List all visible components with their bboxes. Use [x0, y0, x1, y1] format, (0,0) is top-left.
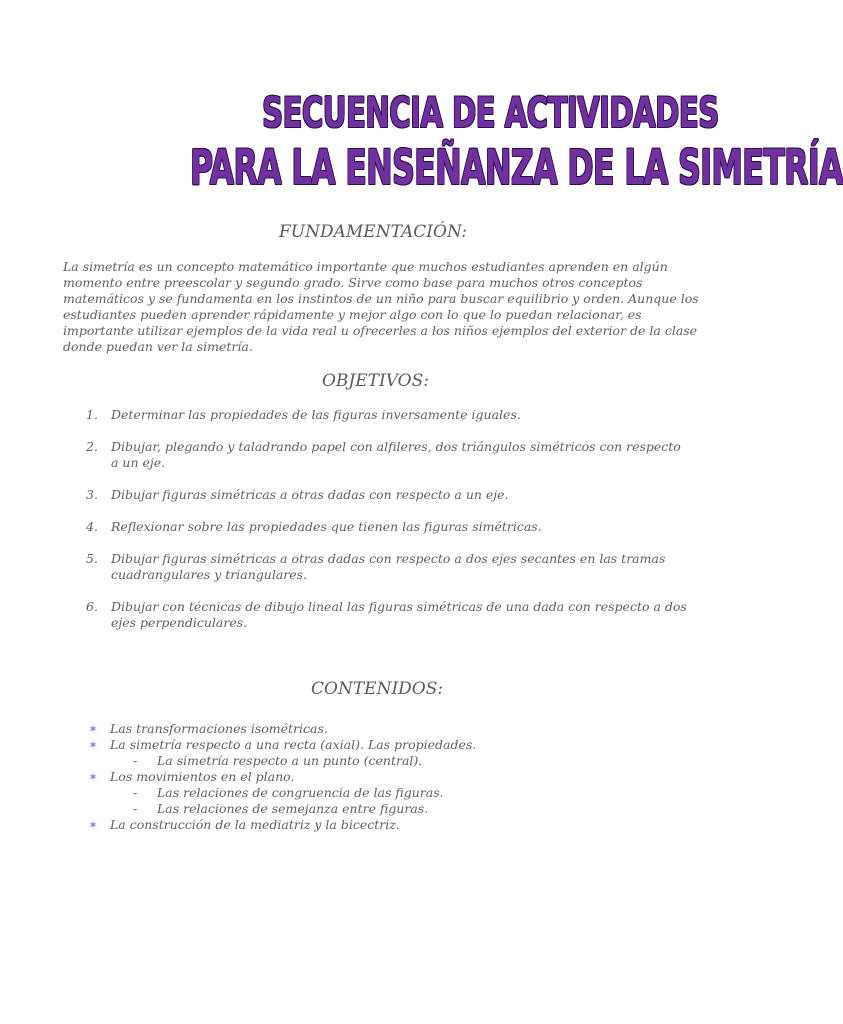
contenido-item: [0, 817, 768, 833]
objetivo-item: [0, 519, 691, 535]
fundamentacion-paragraph: La simetría es un concepto matemático importante que muchos estudiantes aprenden en algún momento entre preescolar y segundo grado. Sirve como base para muchos otros conceptos matemáticos y se fundamenta en los instintos de un niño para buscar equilibrio y orden. Aunque los estudiantes pueden aprender rápidamente y mejor algo con lo que lo puedan relacionar, es importante utilizar ejemplos de la vida real u ofrecerles a los niños ejemplos del exterior de la clase donde puedan ver la simetría.: [63, 259, 699, 354]
objetivo-number: 3.: [86, 487, 98, 502]
dash-bullet-icon: -: [133, 785, 138, 800]
dash-bullet-icon: -: [133, 801, 138, 816]
contenido-item: [0, 769, 768, 785]
objetivo-number: 1.: [86, 407, 98, 422]
objetivo-text: Dibujar con técnicas de dibujo lineal las figuras simétricas de una dada con respecto a dos ejes perpendiculares.: [111, 599, 687, 630]
objetivo-item: [0, 407, 691, 423]
contenido-text: La construcción de la mediatriz y la bicectriz.: [110, 817, 400, 832]
contenido-text: Los movimientos en el plano.: [110, 769, 295, 784]
objetivo-text: Determinar las propiedades de las figuras inversamente iguales.: [111, 407, 521, 422]
fundamentacion-heading: FUNDAMENTACIÓN:: [279, 222, 467, 242]
star-bullet-icon: ✶: [88, 818, 99, 832]
contenidos-heading: CONTENIDOS:: [311, 679, 444, 699]
objetivo-number: 2.: [86, 439, 98, 454]
contenido-subitem: [0, 785, 768, 801]
objetivo-item: [0, 487, 691, 503]
objetivo-item: [0, 551, 691, 583]
dash-bullet-icon: -: [133, 753, 138, 768]
contenido-text: Las relaciones de semejanza entre figuras.: [157, 801, 429, 816]
objetivo-number: 6.: [86, 599, 98, 614]
objetivo-text: Dibujar figuras simétricas a otras dadas con respecto a un eje.: [111, 487, 509, 502]
objetivo-text: Reflexionar sobre las propiedades que tienen las figuras simétricas.: [111, 519, 542, 534]
objetivo-item: [0, 439, 691, 471]
contenido-text: La simetría respecto a un punto (central).: [157, 753, 423, 768]
star-bullet-icon: ✶: [88, 722, 99, 736]
contenido-text: La simetría respecto a una recta (axial). Las propiedades.: [110, 737, 477, 752]
contenido-item: [0, 721, 768, 737]
title-line-1: SECUENCIA DE ACTIVIDADES: [262, 88, 719, 137]
star-bullet-icon: ✶: [88, 770, 99, 784]
title-line-2: PARA LA ENSEÑANZA DE LA SIMETRÍA: [190, 140, 843, 196]
contenido-text: Las transformaciones isométricas.: [110, 721, 328, 736]
contenido-text: Las relaciones de congruencia de las figuras.: [157, 785, 444, 800]
contenido-item: [0, 737, 768, 753]
star-bullet-icon: ✶: [88, 738, 99, 752]
objetivo-item: [0, 599, 691, 631]
objetivos-heading: OBJETIVOS:: [322, 371, 429, 391]
objetivo-text: Dibujar, plegando y taladrando papel con alfileres, dos triángulos simétricos con respecto a un eje.: [111, 439, 681, 470]
objetivos-list: [0, 407, 768, 647]
contenido-subitem: [0, 801, 768, 817]
objetivo-text: Dibujar figuras simétricas a otras dadas con respecto a dos ejes secantes en las tramas cuadrangulares y triangulares.: [111, 551, 666, 582]
contenido-subitem: [0, 753, 768, 769]
contenidos-list: [0, 721, 768, 833]
objetivo-number: 4.: [86, 519, 98, 534]
objetivo-number: 5.: [86, 551, 98, 566]
